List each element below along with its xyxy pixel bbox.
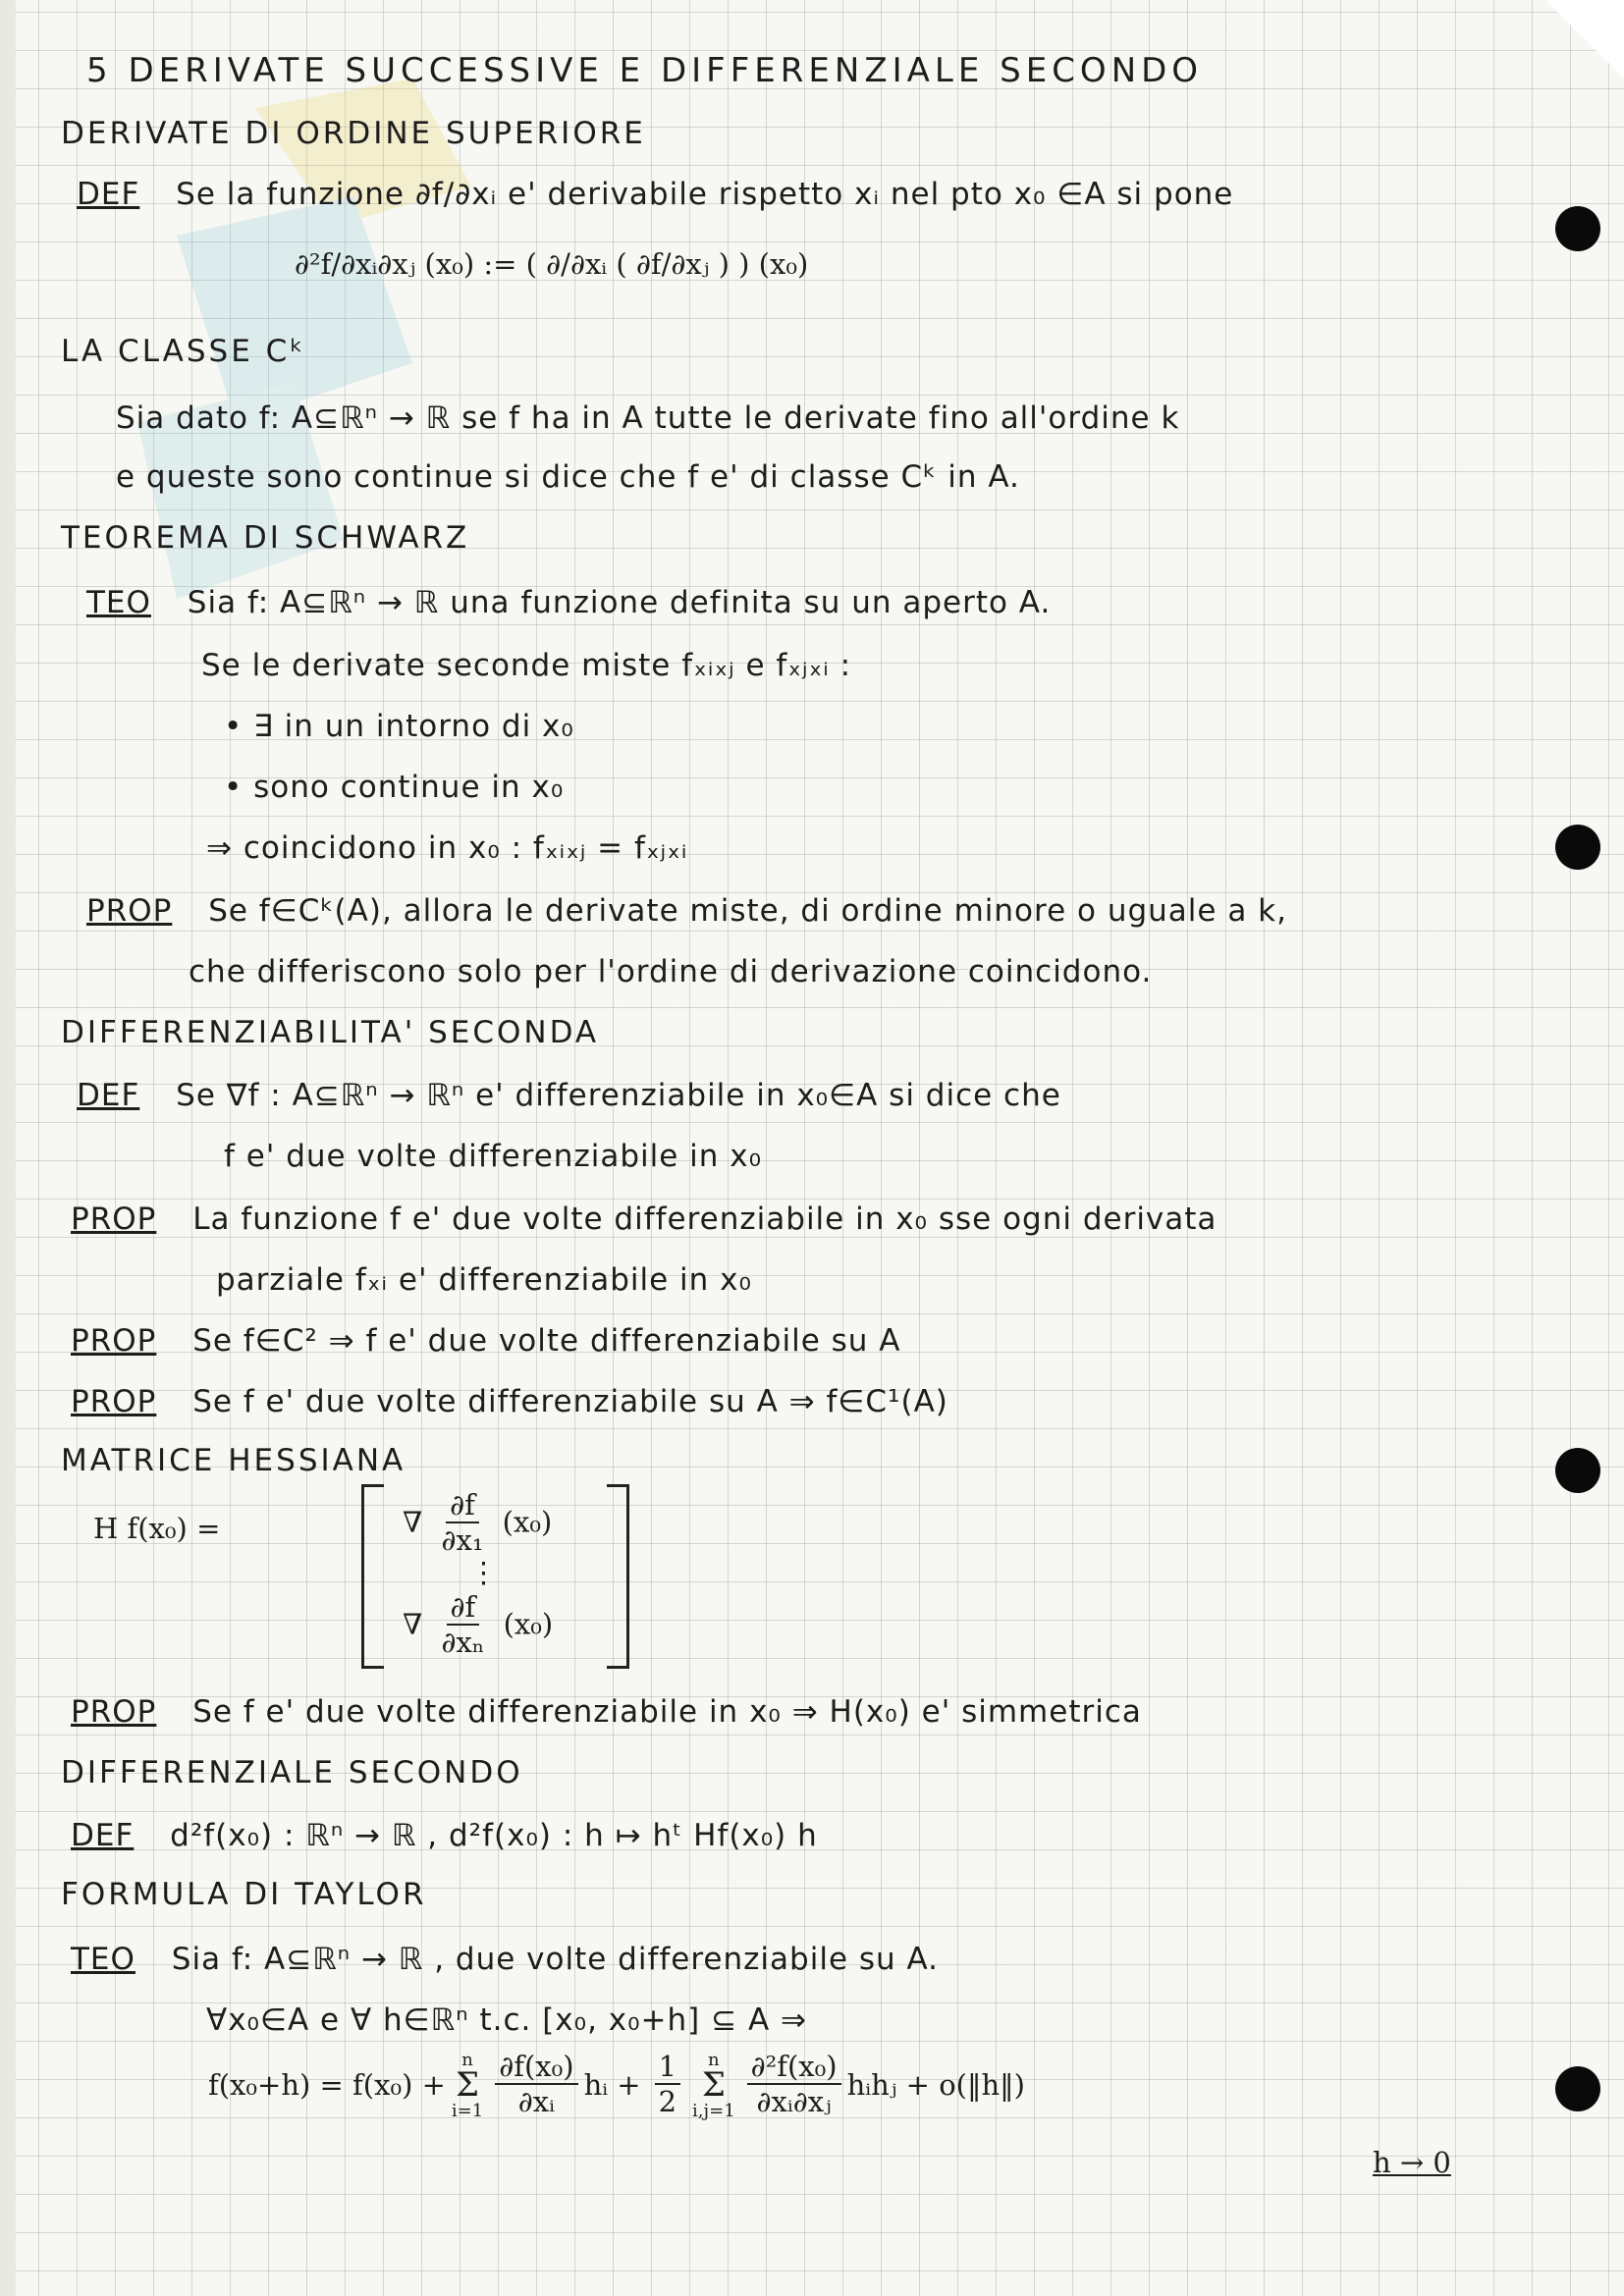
page-title: 5 DERIVATE SUCCESSIVE E DIFFERENZIALE SECONDO [86,51,1204,90]
paper-edge [0,0,16,2296]
nabla-symbol: ∇ [403,1607,423,1641]
heading-matrice-hessiana: MATRICE HESSIANA [61,1443,406,1478]
fraction-numerator: ∂f [446,1490,479,1523]
nabla-symbol: ∇ [403,1505,423,1539]
prop-label: PROP [71,1694,157,1730]
teo-text: Sia f: A⊆ℝⁿ → ℝ , due volte differenziabile su A. [171,1942,940,1977]
def-label: DEF [77,1078,140,1113]
prop-text: Se f e' due volte differenziabile in x₀ ⇒ H(x₀) e' simmetrica [192,1694,1142,1730]
prop-text: Se f e' due volte differenziabile su A ⇒ f∈C¹(A) [192,1384,948,1419]
teo-schwarz-line1 [86,585,1051,620]
teo-taylor-line1 [71,1942,939,1977]
def-text: Se la funzione ∂f/∂xᵢ e' derivabile rispetto xᵢ nel pto x₀ ∈A si pone [176,177,1234,212]
binder-hole-3 [1555,1448,1600,1493]
prop-c1 [71,1384,948,1419]
sigma-symbol: Σ [456,2065,480,2105]
classe-ck-line1: Sia dato f: A⊆ℝⁿ → ℝ se f ha in A tutte le derivate fino all'ordine k [116,400,1180,436]
prop-text: La funzione f e' due volte differenziabile in x₀ sse ogni derivata [192,1201,1218,1237]
heading-differenziabilita-seconda: DIFFERENZIABILITA' SECONDA [61,1015,600,1050]
teo-schwarz-line2: Se le derivate seconde miste fₓᵢₓⱼ e fₓⱼₓᵢ : [201,648,852,683]
sum-lower: i,j=1 [692,2100,735,2121]
prop-text: Se f∈Cᵏ(A), allora le derivate miste, di ordine minore o uguale a k, [208,893,1287,929]
sum-upper: n [461,2050,473,2070]
prop-c2 [71,1323,900,1359]
hessian-lhs: H f(x₀) = [93,1512,221,1545]
classe-ck-line2: e queste sono continue si dice che f e' di classe Cᵏ in A. [116,459,1020,495]
taylor-formula [208,2050,1025,2121]
binder-hole-1 [1555,206,1600,251]
bullet-intorno: • ∃ in un intorno di x₀ [224,709,574,744]
argument: (x₀) [503,1607,554,1641]
fraction-denominator: ∂xₙ [441,1625,485,1659]
prop-derivate-parziali-line2: parziale fₓᵢ e' differenziabile in x₀ [216,1262,752,1298]
heading-differenziale-secondo: DIFFERENZIALE SECONDO [61,1755,523,1790]
heading-teorema-schwarz: TEOREMA DI SCHWARZ [61,520,470,556]
def-text: Se ∇f : A⊆ℝⁿ → ℝⁿ e' differenziabile in x₀∈A si dice che [176,1078,1061,1113]
teo-label: TEO [71,1942,135,1977]
fraction [437,1490,487,1558]
bullet-continue: • sono continue in x₀ [224,770,565,805]
summation-1 [452,2050,483,2121]
prop-text: Se f∈C² ⇒ f e' due volte differenziabile su A [192,1323,901,1359]
taylor-second-order-term: hᵢhⱼ + o(‖h‖) [846,2068,1025,2103]
formula-derivata-mista: ∂²f/∂xᵢ∂xⱼ (x₀) := ( ∂/∂xᵢ ( ∂f/∂xⱼ ) ) (x₀) [295,247,809,281]
prop-miste-line1 [86,893,1287,929]
prop-label: PROP [86,893,173,929]
prop-label: PROP [71,1384,157,1419]
one-half [655,2049,680,2119]
heading-formula-taylor: FORMULA DI TAYLOR [61,1877,427,1912]
hessian-left-bracket [361,1484,384,1669]
fraction-denominator: ∂xᵢ∂xⱼ [756,2084,832,2118]
prop-derivate-parziali-line1 [71,1201,1217,1237]
fraction-numerator: ∂f [447,1592,480,1626]
fraction-denominator: ∂x₁ [441,1522,484,1557]
hessian-row2 [403,1592,553,1660]
taylor-first-order-term: hᵢ + [583,2068,641,2103]
def-label: DEF [71,1818,135,1853]
teo-taylor-line2: ∀x₀∈A e ∀ h∈ℝⁿ t.c. [x₀, x₀+h] ⊆ A ⇒ [206,2002,807,2038]
taylor-limit: h → 0 [1373,2146,1451,2179]
hessian-right-bracket [607,1484,629,1669]
taylor-lhs: f(x₀+h) = f(x₀) + [208,2068,446,2103]
fraction-numerator: ∂²f(x₀) [747,2052,841,2085]
fraction-numerator: 1 [655,2052,680,2085]
binder-hole-2 [1555,825,1600,870]
prop-label: PROP [71,1201,157,1237]
def-derivata-seconda [77,177,1233,212]
fraction-numerator: ∂f(x₀) [495,2052,577,2085]
def-differenziale-secondo [71,1818,818,1853]
hessian-row1 [403,1490,552,1558]
prop-label: PROP [71,1323,157,1359]
argument: (x₀) [502,1505,553,1539]
def-due-volte-line1 [77,1078,1061,1113]
fraction [437,1592,488,1660]
schwarz-conclusion: ⇒ coincidono in x₀ : fₓᵢₓⱼ = fₓⱼₓᵢ [206,830,688,866]
binder-hole-4 [1555,2066,1600,2111]
teo-label: TEO [86,585,151,620]
gradient-fraction [495,2049,577,2119]
sigma-symbol: Σ [701,2065,726,2105]
teo-text: Sia f: A⊆ℝⁿ → ℝ una funzione definita su un aperto A. [187,585,1052,620]
def-label: DEF [77,177,140,212]
fraction-denominator: ∂xᵢ [517,2084,555,2118]
prop-miste-line2: che differiscono solo per l'ordine di derivazione coincidono. [189,954,1153,989]
second-derivative-fraction [747,2049,841,2119]
sum-lower: i=1 [451,2100,484,2121]
def-text: d²f(x₀) : ℝⁿ → ℝ , d²f(x₀) : h ↦ hᵗ Hf(x₀) h [170,1818,818,1853]
heading-classe-ck: LA CLASSE Cᵏ [61,334,306,369]
prop-hessiana-simmetrica [71,1694,1142,1730]
heading-derivate-ordine-superiore: DERIVATE DI ORDINE SUPERIORE [61,116,646,151]
sum-upper: n [708,2050,720,2070]
summation-2 [692,2050,735,2121]
folded-corner [1545,0,1624,79]
hessian-dots: ⋮ [469,1556,498,1589]
fraction-denominator: 2 [658,2084,677,2118]
def-due-volte-line2: f e' due volte differenziabile in x₀ [224,1139,763,1174]
